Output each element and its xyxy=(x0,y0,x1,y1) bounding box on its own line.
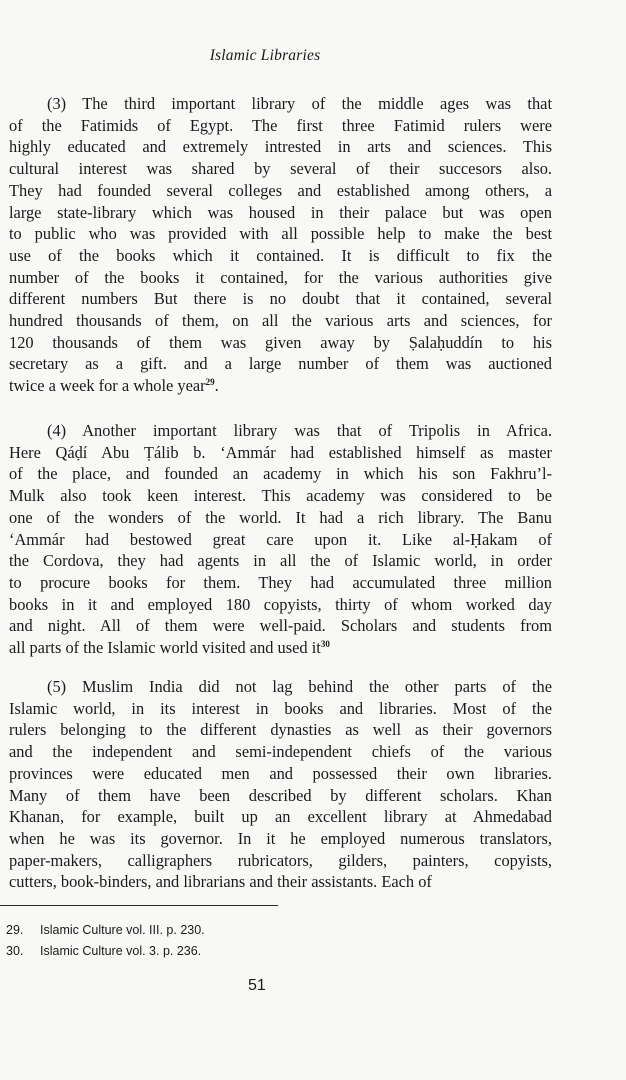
line-text: rulers belonging to the different dynasties as well as their governors xyxy=(9,720,552,740)
line-text: cultural interest was shared by several of their succesors also. xyxy=(9,159,552,179)
line-text: ‘Ammár had bestowed great care upon it. Like al-Ḥakam of xyxy=(9,529,552,549)
line-text: secretary as a gift. and a large number of them was auctioned xyxy=(9,354,552,374)
footnote-reference[interactable]: 30 xyxy=(320,639,330,650)
text-line xyxy=(9,615,552,637)
text-line xyxy=(9,594,552,616)
line-text: 120 thousands of them was given away by Ṣalaḥuddín to his xyxy=(9,332,552,352)
page-number: 51 xyxy=(248,977,266,994)
text-line xyxy=(9,850,552,872)
footnote-number: 29. xyxy=(6,923,24,937)
text-line xyxy=(9,180,552,202)
text-line xyxy=(9,763,552,785)
text-line xyxy=(9,136,552,158)
line-text: books in it and employed 180 copyists, thirty of whom worked day xyxy=(9,594,552,614)
text-line xyxy=(9,93,552,115)
line-text: cutters, book-binders, and librarians and their assistants. Each of xyxy=(9,872,432,892)
text-line xyxy=(9,572,552,594)
text-line xyxy=(9,158,552,180)
line-text: Khanan, for example, built up an excellent library at Ahmedabad xyxy=(9,807,552,827)
line-text: They had founded several colleges and established among others, a xyxy=(9,180,552,200)
line-text: the Cordova, they had agents in all the of Islamic world, in order xyxy=(9,551,552,571)
line-text: of the Fatimids of Egypt. The first three Fatimid rulers were xyxy=(9,115,552,135)
line-text: and the independent and semi-independent chiefs of the various xyxy=(9,742,552,762)
paragraph-4 xyxy=(9,420,552,659)
text-line xyxy=(9,223,552,245)
footnote-text: Islamic Culture vol. III. p. 230. xyxy=(40,923,205,937)
text-line xyxy=(9,719,552,741)
line-text: use of the books which it contained. It is difficult to fix the xyxy=(9,245,552,265)
line-text: to public who was provided with all possible help to make the best xyxy=(9,224,552,244)
text-line xyxy=(9,741,552,763)
running-head: Islamic Libraries xyxy=(209,47,321,64)
line-text: hundred thousands of them, on all the various arts and sciences, for xyxy=(9,311,552,331)
text-line xyxy=(9,507,552,529)
line-text: to procure books for them. They had accumulated three million xyxy=(9,572,552,592)
line-text: one of the wonders of the world. It had a rich library. The Banu xyxy=(9,507,552,527)
text-line xyxy=(9,202,552,224)
text-line xyxy=(9,676,552,698)
text-line xyxy=(9,288,552,310)
text-line xyxy=(9,485,552,507)
line-text: Mulk also took keen interest. This academy was considered to be xyxy=(9,486,552,506)
footnote-30 xyxy=(6,941,205,962)
line-text: and night. All of them were well-paid. Scholars and students from xyxy=(9,616,552,636)
text-line xyxy=(9,785,552,807)
line-text: Here Qáḍí Abu Ṭálib b. ‘Ammár had established himself as master xyxy=(9,442,552,462)
text-line xyxy=(9,420,552,442)
text-line xyxy=(9,310,552,332)
text-line xyxy=(9,806,552,828)
line-text: different numbers But there is no doubt that it contained, several xyxy=(9,289,552,309)
line-text: twice a week for a whole year xyxy=(9,376,206,396)
footnote-text: Islamic Culture vol. 3. p. 236. xyxy=(40,944,202,958)
line-text: (5) Muslim India did not lag behind the other parts of the xyxy=(47,677,552,696)
text-line xyxy=(9,529,552,551)
line-text: highly educated and extremely intrested in arts and sciences. This xyxy=(9,137,552,157)
end-punctuation: . xyxy=(214,376,219,396)
footnote-rule xyxy=(0,905,278,906)
line-text: of the place, and founded an academy in which his son Fakhru’l- xyxy=(9,464,552,484)
text-line xyxy=(9,637,552,659)
line-text: provinces were educated men and possessed their own libraries. xyxy=(9,763,552,783)
footnote-number: 30. xyxy=(6,944,24,958)
line-text: large state-library which was housed in their palace but was open xyxy=(9,202,552,222)
line-text: (3) The third important library of the middle ages was that xyxy=(47,94,552,113)
footnotes xyxy=(6,920,205,962)
line-text: when he was its governor. In it he employed numerous translators, xyxy=(9,828,552,848)
text-line xyxy=(9,245,552,267)
text-line xyxy=(9,442,552,464)
text-line xyxy=(9,332,552,354)
text-line xyxy=(9,828,552,850)
paragraph-3 xyxy=(9,93,552,397)
line-text: Many of them have been described by different scholars. Khan xyxy=(9,785,552,805)
text-line xyxy=(9,375,552,397)
text-line xyxy=(9,115,552,137)
line-text: all parts of the Islamic world visited and used it xyxy=(9,638,321,658)
text-line xyxy=(9,550,552,572)
line-text: Islamic world, in its interest in books and libraries. Most of the xyxy=(9,698,552,718)
line-text: (4) Another important library was that of Tripolis in Africa. xyxy=(47,421,552,440)
text-line xyxy=(9,267,552,289)
line-text: paper-makers, calligraphers rubricators, gilders, painters, copyists, xyxy=(9,850,552,870)
text-line xyxy=(9,871,552,893)
footnote-reference[interactable]: 29 xyxy=(205,377,215,388)
paragraph-5 xyxy=(9,676,552,893)
text-line xyxy=(9,463,552,485)
line-text: number of the books it contained, for the various authorities give xyxy=(9,267,552,287)
text-line xyxy=(9,353,552,375)
text-line xyxy=(9,698,552,720)
footnote-29 xyxy=(6,920,205,941)
